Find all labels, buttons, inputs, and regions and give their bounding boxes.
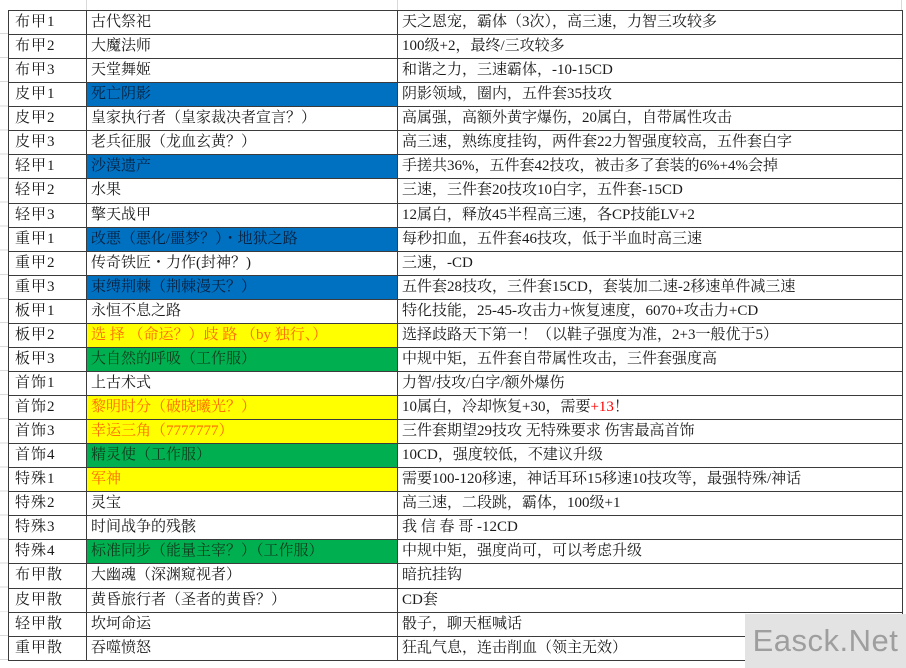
cell-category[interactable]: 布甲2 — [9, 35, 87, 59]
cell-description[interactable]: 手搓共36%，五件套42技攻，被击多了套装的6%+4%会掉 — [398, 155, 903, 179]
cell-description[interactable]: 我 信 春 哥 -12CD — [398, 516, 903, 540]
cell-category[interactable]: 轻甲2 — [9, 179, 87, 203]
cell-description[interactable]: 狂乱气息，连击削血（领主无效） — [398, 637, 903, 661]
cell-description[interactable]: 特化技能，25-45-攻击力+恢复速度，6070+攻击力+CD — [398, 300, 903, 324]
cell-category[interactable]: 重甲3 — [9, 276, 87, 300]
cell-category[interactable]: 轻甲散 — [9, 613, 87, 637]
cell-category[interactable]: 板甲3 — [9, 348, 87, 372]
description-fragment: 10属白，冷却恢复+30，需要 — [402, 399, 591, 415]
cell-description[interactable]: 骰子，聊天框喊话 — [398, 613, 903, 637]
cell-description[interactable]: 高三速，二段跳，霸体，100级+1 — [398, 492, 903, 516]
cell-category[interactable]: 首饰4 — [9, 444, 87, 468]
cell-equipment-name[interactable]: 天堂舞姬 — [87, 59, 398, 83]
cell-equipment-name[interactable]: 老兵征服（龙血玄黄？） — [87, 131, 398, 155]
cell-category[interactable]: 重甲散 — [9, 637, 87, 661]
cell-equipment-name[interactable]: 水果 — [87, 179, 398, 203]
cell-equipment-name[interactable]: 传奇铁匠・力作(封神？) — [87, 252, 398, 276]
cell-equipment-name[interactable]: 标准同步（能量主宰？）（工作服） — [87, 540, 398, 564]
cell-category[interactable]: 轻甲3 — [9, 204, 87, 228]
cell-equipment-name[interactable]: 永恒不息之路 — [87, 300, 398, 324]
cell-equipment-name[interactable]: 改悪（悪化/噩梦？）・地狱之路 — [87, 228, 398, 252]
cell-equipment-name[interactable]: 幸运三角（7777777） — [87, 420, 398, 444]
gridline — [397, 0, 398, 10]
cell-description[interactable]: 中规中矩，五件套自带属性攻击，三件套强度高 — [398, 348, 903, 372]
cell-description[interactable]: 力智/技攻/白字/额外爆伤 — [398, 372, 903, 396]
cell-description[interactable]: 10CD，强度较低，不建议升级 — [398, 444, 903, 468]
gridline — [901, 0, 902, 10]
cell-category[interactable]: 首饰1 — [9, 372, 87, 396]
description-fragment: ！ — [613, 399, 629, 415]
cell-equipment-name[interactable]: 时间战争的残骸 — [87, 516, 398, 540]
cell-equipment-name[interactable]: 皇家执行者（皇家裁决者宣言？） — [87, 107, 398, 131]
cell-equipment-name[interactable]: 大魔法师 — [87, 35, 398, 59]
description-fragment: +13 — [590, 399, 614, 415]
cell-category[interactable]: 首饰3 — [9, 420, 87, 444]
cell-description[interactable]: 100级+2，最终/三攻较多 — [398, 35, 903, 59]
cell-description[interactable]: 高属强，高额外黄字爆伤，20属白，自带属性攻击 — [398, 107, 903, 131]
watermark — [745, 614, 906, 668]
cell-equipment-name[interactable]: 束缚荆棘（荆棘漫天？） — [87, 276, 398, 300]
cell-equipment-name[interactable]: 坎坷命运 — [87, 613, 398, 637]
cell-description[interactable]: 阴影领域，圈内，五件套35技攻 — [398, 83, 903, 107]
cell-category[interactable]: 板甲1 — [9, 300, 87, 324]
cell-description[interactable]: CD套 — [398, 589, 903, 613]
cell-category[interactable]: 特殊2 — [9, 492, 87, 516]
cell-equipment-name[interactable]: 军神 — [87, 468, 398, 492]
cell-equipment-name[interactable]: 死亡阴影 — [87, 83, 398, 107]
cell-description[interactable]: 12属白，释放45半程高三速，各CP技能LV+2 — [398, 204, 903, 228]
cell-description[interactable]: 高三速，熟练度挂钩，两件套22力智强度较高，五件套白字 — [398, 131, 903, 155]
cell-description[interactable]: 中规中矩，强度尚可，可以考虑升级 — [398, 540, 903, 564]
cell-category[interactable]: 皮甲散 — [9, 589, 87, 613]
cell-description[interactable]: 三速，三件套20技攻10白字，五件套-15CD — [398, 179, 903, 203]
cell-description[interactable]: 和谐之力，三速霸体，-10-15CD — [398, 59, 903, 83]
cell-category[interactable]: 皮甲1 — [9, 83, 87, 107]
cell-equipment-name[interactable]: 古代祭祀 — [87, 11, 398, 35]
cell-description[interactable]: 三件套期望29技攻 无特殊要求 伤害最高首饰 — [398, 420, 903, 444]
cell-description[interactable]: 每秒扣血，五件套46技攻，低于半血时高三速 — [398, 228, 903, 252]
cell-equipment-name[interactable]: 沙漠遗产 — [87, 155, 398, 179]
cell-category[interactable]: 特殊4 — [9, 540, 87, 564]
cell-description[interactable]: 五件套28技攻，三件套15CD，套装加二速-2移速单件减三速 — [398, 276, 903, 300]
cell-description[interactable]: 三速，-CD — [398, 252, 903, 276]
cell-equipment-name[interactable]: 选 择 （命运？）歧 路 （by 独行、） — [87, 324, 398, 348]
cell-description[interactable] — [398, 396, 903, 420]
cell-equipment-name[interactable]: 灵宝 — [87, 492, 398, 516]
cell-equipment-name[interactable]: 黄昏旅行者（圣者的黄昏？） — [87, 589, 398, 613]
cell-equipment-name[interactable]: 大自然的呼吸（工作服） — [87, 348, 398, 372]
watermark-text: Easck.Net — [752, 623, 899, 658]
cell-category[interactable]: 重甲2 — [9, 252, 87, 276]
cell-category[interactable]: 重甲1 — [9, 228, 87, 252]
cell-category[interactable]: 板甲2 — [9, 324, 87, 348]
equipment-table — [8, 10, 903, 661]
cell-category[interactable]: 特殊3 — [9, 516, 87, 540]
cell-category[interactable]: 布甲3 — [9, 59, 87, 83]
cell-equipment-name[interactable]: 擎天战甲 — [87, 204, 398, 228]
cell-equipment-name[interactable]: 吞噬愤怒 — [87, 637, 398, 661]
cell-category[interactable]: 轻甲1 — [9, 155, 87, 179]
gridline — [86, 0, 87, 10]
cell-equipment-name[interactable]: 大幽魂（深渊窥视者） — [87, 564, 398, 588]
cell-category[interactable]: 布甲1 — [9, 11, 87, 35]
cell-category[interactable]: 布甲散 — [9, 564, 87, 588]
cell-description[interactable]: 暗抗挂钩 — [398, 564, 903, 588]
gridline-strip — [0, 10, 8, 661]
cell-description[interactable]: 选择歧路天下第一！（以鞋子强度为准，2+3一般优于5） — [398, 324, 903, 348]
cell-category[interactable]: 特殊1 — [9, 468, 87, 492]
cell-description[interactable]: 需要100-120移速，神话耳环15移速10技攻等，最强特殊/神话 — [398, 468, 903, 492]
cell-category[interactable]: 皮甲2 — [9, 107, 87, 131]
cell-equipment-name[interactable]: 上古术式 — [87, 372, 398, 396]
cell-description[interactable]: 天之恩宠，霸体（3次），高三速，力智三攻较多 — [398, 11, 903, 35]
cell-equipment-name[interactable]: 精灵使（工作服） — [87, 444, 398, 468]
cell-category[interactable]: 皮甲3 — [9, 131, 87, 155]
cell-equipment-name[interactable]: 黎明时分（破晓曦光？） — [87, 396, 398, 420]
cell-category[interactable]: 首饰2 — [9, 396, 87, 420]
